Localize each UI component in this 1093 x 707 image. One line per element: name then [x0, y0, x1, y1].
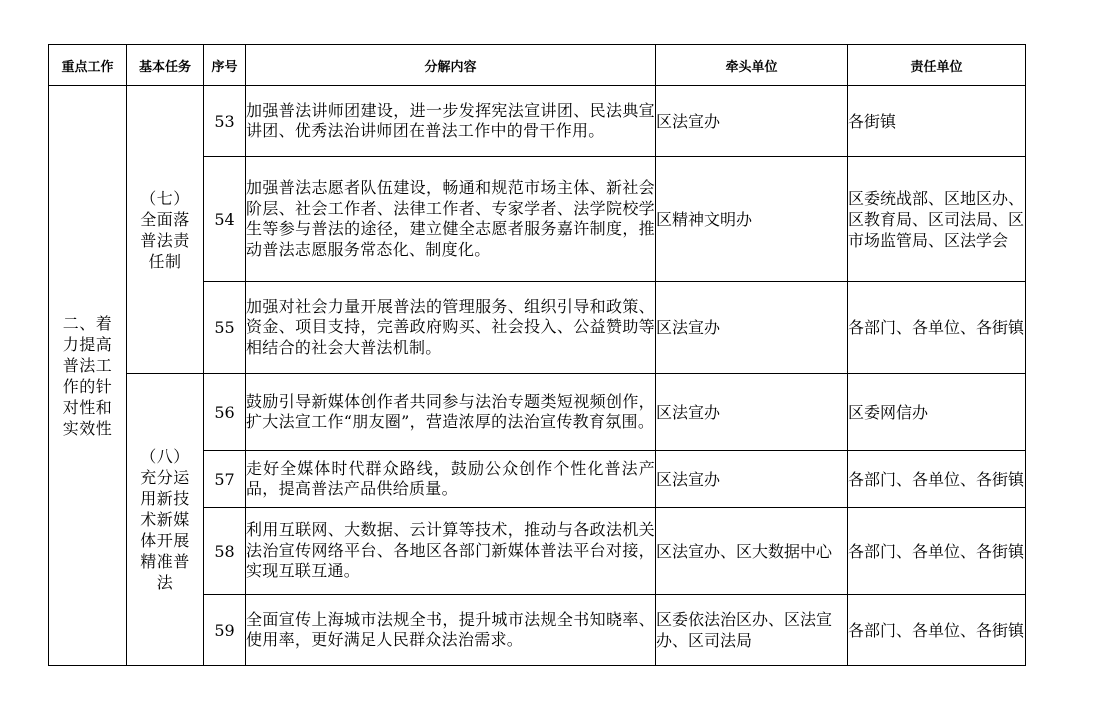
row-content: 利用互联网、大数据、云计算等技术，推动与各政法机关法治宣传网络平台、各地区各部门新媒体普法平台对接，实现互联互通。 [246, 508, 656, 595]
row-seq: 57 [204, 451, 246, 508]
row-seq: 53 [204, 86, 246, 157]
focus-work-cell [49, 86, 127, 666]
row-content: 全面宣传上海城市法规全书，提升城市法规全书知晓率、使用率，更好满足人民群众法治需求。 [246, 595, 656, 666]
header-focus-work: 重点工作 [49, 45, 127, 86]
header-basic-task: 基本任务 [127, 45, 204, 86]
row-content: 加强对社会力量开展普法的管理服务、组织引导和政策、资金、项目支持，完善政府购买、社会投入、公益赞助等相结合的社会大普法机制。 [246, 282, 656, 374]
row-responsible-unit: 各部门、各单位、各街镇 [848, 508, 1026, 595]
header-lead-unit: 牵头单位 [656, 45, 848, 86]
row-lead-unit: 区委依法治区办、区法宣办、区司法局 [656, 595, 848, 666]
header-content: 分解内容 [246, 45, 656, 86]
row-responsible-unit: 各部门、各单位、各街镇 [848, 282, 1026, 374]
row-responsible-unit: 各部门、各单位、各街镇 [848, 451, 1026, 508]
header-responsible-unit: 责任单位 [848, 45, 1026, 86]
row-lead-unit: 区精神文明办 [656, 157, 848, 282]
focus-work-text: 二、着力提高普法工作的针对性和实效性 [62, 313, 113, 438]
header-seq: 序号 [204, 45, 246, 86]
row-seq: 55 [204, 282, 246, 374]
task-seven-text: （七）全面落普法责任制 [140, 188, 190, 271]
row-content: 加强普法讲师团建设，进一步发挥宪法宣讲团、民法典宣讲团、优秀法治讲师团在普法工作中的骨干作用。 [246, 86, 656, 157]
row-seq: 59 [204, 595, 246, 666]
task-cell-eight [127, 374, 204, 666]
row-lead-unit: 区法宣办、区大数据中心 [656, 508, 848, 595]
row-seq: 58 [204, 508, 246, 595]
header-row [49, 45, 1026, 86]
row-responsible-unit: 各部门、各单位、各街镇 [848, 595, 1026, 666]
row-content: 鼓励引导新媒体创作者共同参与法治专题类短视频创作，扩大法宣工作“朋友圈”，营造浓厚的法治宣传教育氛围。 [246, 374, 656, 451]
row-lead-unit: 区法宣办 [656, 451, 848, 508]
task-breakdown-table [48, 44, 1026, 666]
row-lead-unit: 区法宣办 [656, 282, 848, 374]
row-responsible-unit: 区委网信办 [848, 374, 1026, 451]
row-content: 走好全媒体时代群众路线，鼓励公众创作个性化普法产品，提高普法产品供给质量。 [246, 451, 656, 508]
table-row [49, 374, 1026, 451]
row-content: 加强普法志愿者队伍建设，畅通和规范市场主体、新社会阶层、社会工作者、法律工作者、专家学者、法学院校学生等参与普法的途径，建立健全志愿者服务嘉许制度，推动普法志愿服务常态化、制度化。 [246, 157, 656, 282]
row-responsible-unit: 区委统战部、区地区办、区教育局、区司法局、区市场监管局、区法学会 [848, 157, 1026, 282]
row-seq: 56 [204, 374, 246, 451]
row-seq: 54 [204, 157, 246, 282]
row-responsible-unit: 各街镇 [848, 86, 1026, 157]
table-row [49, 86, 1026, 157]
row-lead-unit: 区法宣办 [656, 86, 848, 157]
row-lead-unit: 区法宣办 [656, 374, 848, 451]
task-eight-text: （八）充分运用新技术新媒体开展精准普法 [140, 447, 190, 592]
task-cell-seven [127, 86, 204, 374]
